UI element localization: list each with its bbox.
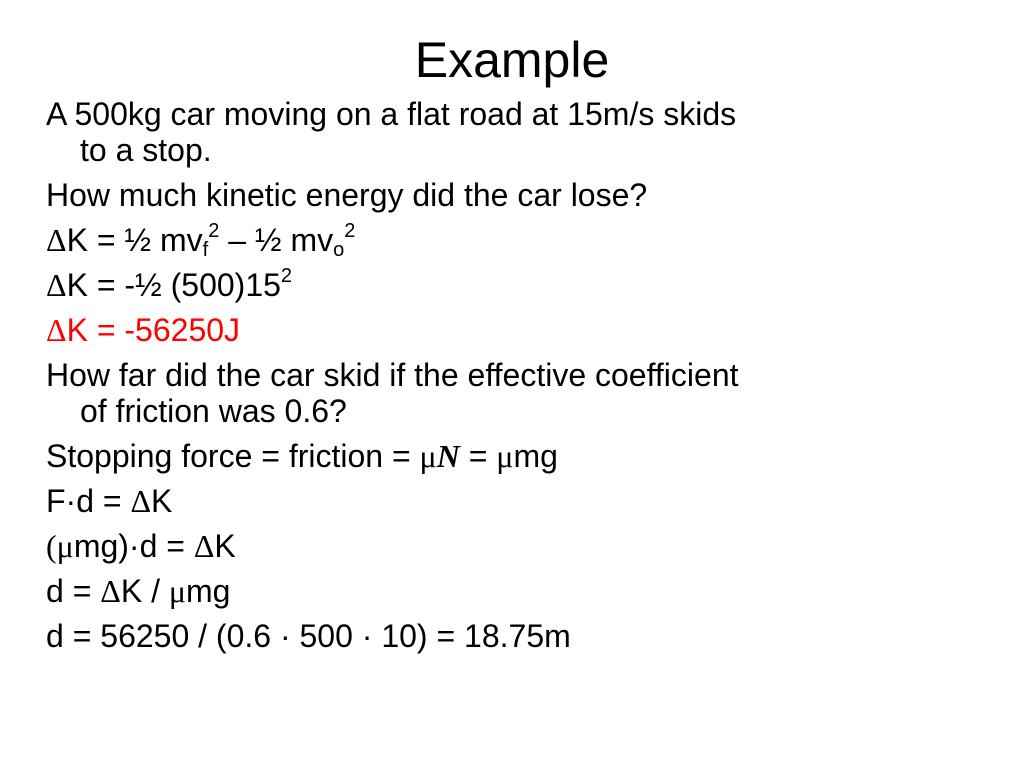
subscript-o: o xyxy=(333,239,345,261)
eq8-text: d = 56250 / (0.6 · 500 · 10) = 18.75m xyxy=(46,618,571,654)
equation-delta-k-definition xyxy=(46,220,946,261)
problem-line-1: A 500kg car moving on a flat road at 15m/s skids xyxy=(46,96,737,132)
question-2-line-1: How far did the car skid if the effective coefficient xyxy=(46,357,739,393)
question-skid-distance xyxy=(46,357,946,429)
delta-symbol: Δ xyxy=(100,573,121,609)
eq4-part-a: Stopping force = friction = xyxy=(46,438,420,474)
question-1-text: How much kinetic energy did the car lose? xyxy=(46,177,648,213)
delta-symbol: Δ xyxy=(193,528,215,564)
superscript-2: 2 xyxy=(280,265,293,287)
eq1-part-b: – ½ mv xyxy=(219,222,334,258)
delta-symbol: Δ xyxy=(130,483,152,519)
eq4-part-c: mg xyxy=(513,438,558,474)
equation-distance-formula xyxy=(46,573,946,609)
eq5-part-a: F·d = xyxy=(46,483,131,519)
eq3-part-a: K = -56250J xyxy=(66,312,241,348)
problem-line-2: to a stop. xyxy=(80,132,212,168)
open-paren: ( xyxy=(46,528,57,564)
eq7-part-a: d = xyxy=(46,573,101,609)
eq2-part-a: K = -½ (500)15 xyxy=(66,267,281,303)
equation-work-energy xyxy=(46,483,946,519)
eq5-part-b: K xyxy=(151,483,173,519)
question-kinetic-energy xyxy=(46,177,946,213)
superscript-2: 2 xyxy=(208,220,220,242)
equation-friction-work xyxy=(46,528,946,564)
equation-distance-result xyxy=(46,618,946,654)
eq7-part-c: mg xyxy=(186,573,231,609)
mu-symbol: μ xyxy=(419,438,437,474)
equation-delta-k-result xyxy=(46,312,946,348)
mu-symbol: μ xyxy=(168,573,187,609)
eq4-part-b: = xyxy=(459,438,497,474)
problem-statement xyxy=(46,96,946,168)
delta-symbol: Δ xyxy=(46,267,67,303)
mu-symbol: μ xyxy=(496,438,514,474)
eq7-part-b: K / xyxy=(120,573,169,609)
superscript-2: 2 xyxy=(344,220,356,242)
question-2-line-2: of friction was 0.6? xyxy=(80,393,347,429)
eq6-part-b: K xyxy=(214,528,236,564)
slide-title: Example xyxy=(414,32,610,88)
subscript-f: f xyxy=(202,239,209,261)
normal-force-symbol: N xyxy=(436,438,460,474)
delta-symbol: Δ xyxy=(46,312,67,348)
equation-stopping-force xyxy=(46,438,946,474)
eq1-part-a: K = ½ mv xyxy=(66,222,203,258)
delta-symbol: Δ xyxy=(46,222,67,258)
slide-body xyxy=(46,96,946,663)
mu-symbol: μ xyxy=(56,528,74,564)
eq6-part-a: mg)·d = xyxy=(73,528,194,564)
equation-delta-k-substituted xyxy=(46,267,946,303)
